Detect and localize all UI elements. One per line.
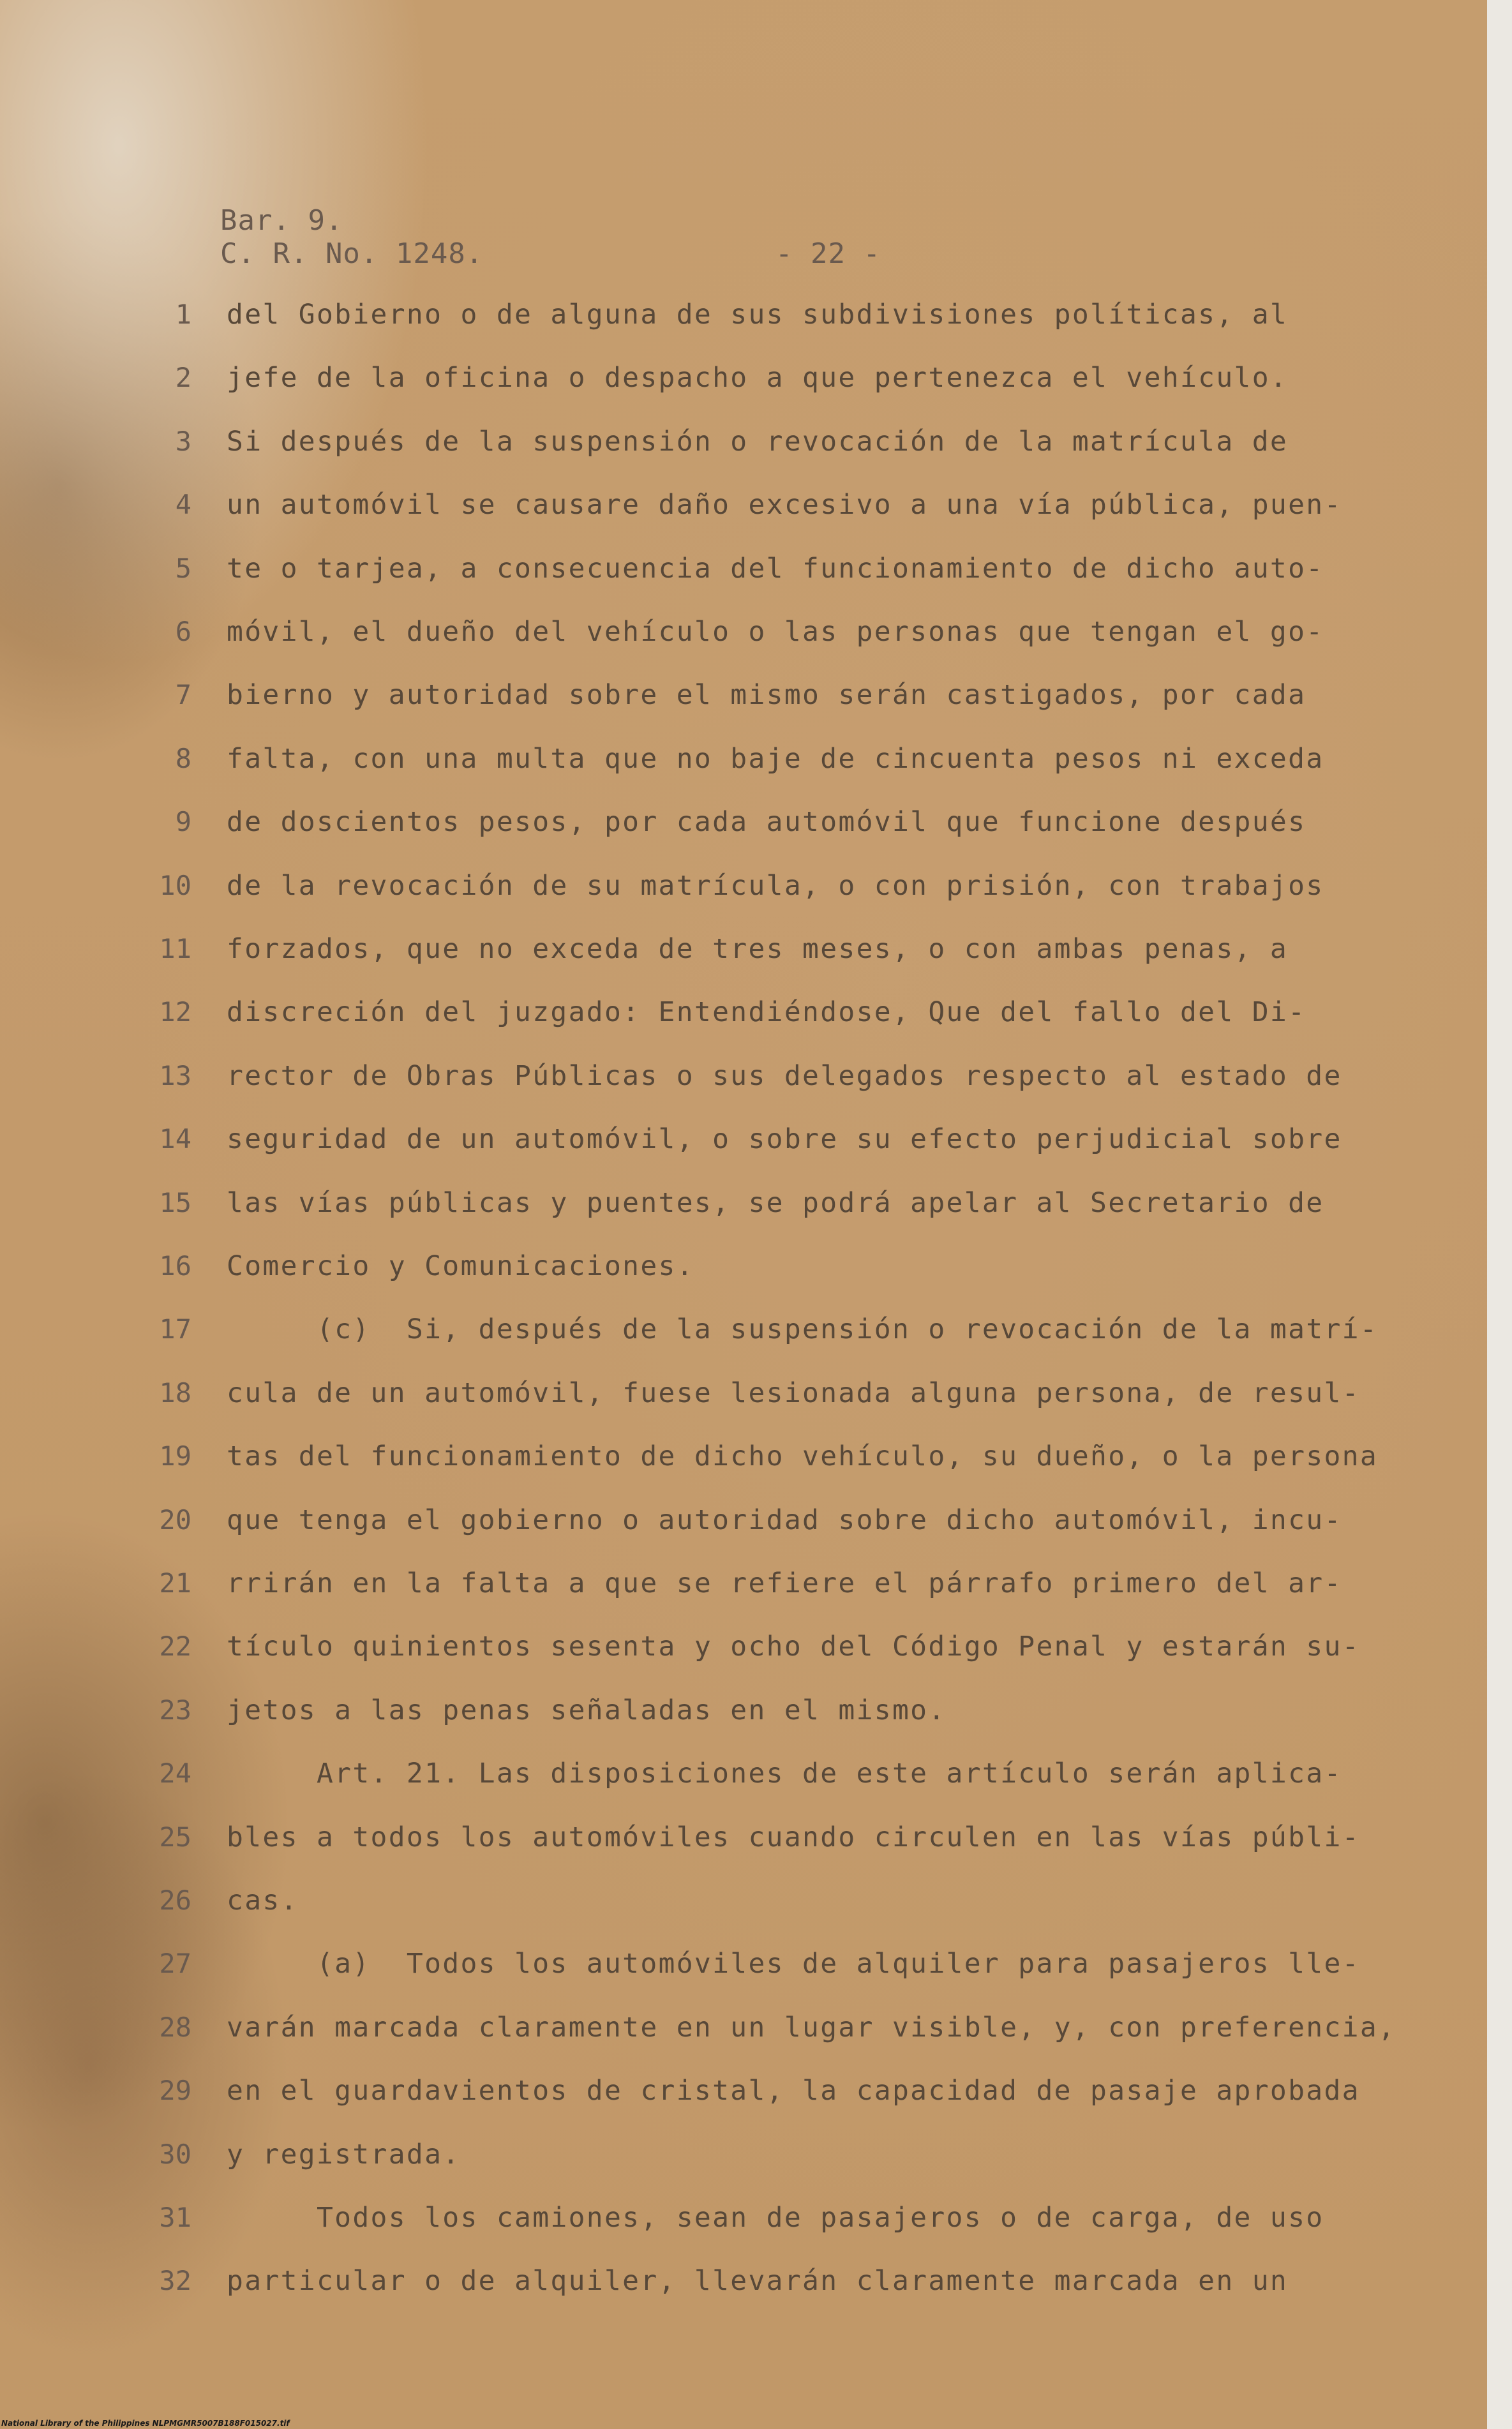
text-line: [0, 2139, 1487, 2177]
line-text: te o tarjea, a consecuencia del funcionamiento de dicho auto-: [227, 552, 1324, 585]
text-line: [0, 2265, 1487, 2303]
text-line: [0, 2075, 1487, 2113]
text-line: [0, 299, 1487, 337]
header-bar-number: Bar. 9.: [220, 204, 343, 237]
line-text: discreción del juzgado: Entendiéndose, Que del fallo del Di-: [227, 996, 1306, 1029]
line-text: tas del funcionamiento de dicho vehículo, su dueño, o la persona: [227, 1440, 1379, 1473]
line-number: 15: [159, 1186, 191, 1218]
text-line: [0, 2012, 1487, 2050]
line-text: forzados, que no exceda de tres meses, o con ambas penas, a: [227, 933, 1289, 965]
line-number: 1: [175, 299, 191, 330]
text-line: [0, 1504, 1487, 1543]
text-line: [0, 870, 1487, 908]
text-line: [0, 996, 1487, 1035]
line-number: 23: [159, 1694, 191, 1726]
text-line: [0, 1187, 1487, 1225]
text-line: [0, 2202, 1487, 2240]
text-line: [0, 1694, 1487, 1733]
scan-margin: [1487, 0, 1512, 2429]
line-number: 21: [159, 1567, 191, 1599]
text-line: [0, 1948, 1487, 1986]
line-text: seguridad de un automóvil, o sobre su efecto perjudicial sobre: [227, 1123, 1342, 1156]
text-line: [0, 1821, 1487, 1860]
line-number: 12: [159, 996, 191, 1028]
text-line: [0, 933, 1487, 971]
text-line: [0, 616, 1487, 654]
line-number: 11: [159, 933, 191, 964]
line-text: jetos a las penas señaladas en el mismo.: [227, 1694, 947, 1726]
line-text: Si después de la suspensión o revocación de la matrícula de: [227, 425, 1289, 458]
line-number: 8: [175, 742, 191, 774]
line-number: 9: [175, 806, 191, 838]
text-line: [0, 1567, 1487, 1606]
text-line: [0, 1123, 1487, 1162]
line-number: 18: [159, 1377, 191, 1409]
line-text: cula de un automóvil, fuese lesionada alguna persona, de resul-: [227, 1377, 1360, 1409]
text-line: [0, 1440, 1487, 1479]
text-line: [0, 1250, 1487, 1289]
line-text: y registrada.: [227, 2138, 461, 2171]
line-number: 24: [159, 1758, 191, 1790]
line-number: 32: [159, 2265, 191, 2297]
line-text: en el guardavientos de cristal, la capacidad de pasaje aprobada: [227, 2075, 1360, 2107]
line-text: de doscientos pesos, por cada automóvil que funcione después: [227, 806, 1306, 839]
line-number: 19: [159, 1440, 191, 1472]
line-text: tículo quinientos sesenta y ocho del Código Penal y estarán su-: [227, 1631, 1360, 1663]
line-text: jefe de la oficina o despacho a que pertenezca el vehículo.: [227, 362, 1289, 394]
line-number: 3: [175, 425, 191, 457]
line-text: varán marcada claramente en un lugar visible, y, con preferencia,: [227, 2011, 1396, 2044]
text-line: [0, 743, 1487, 781]
line-number: 4: [175, 489, 191, 521]
page-number: - 22 -: [775, 237, 881, 270]
line-number: 30: [159, 2138, 191, 2170]
line-number: 2: [175, 362, 191, 394]
line-text: rector de Obras Públicas o sus delegados respecto al estado de: [227, 1059, 1342, 1092]
line-number: 26: [159, 1885, 191, 1916]
text-line: [0, 362, 1487, 400]
text-line: [0, 679, 1487, 717]
text-line: [0, 806, 1487, 844]
line-text: móvil, el dueño del vehículo o las personas que tengan el go-: [227, 616, 1324, 648]
line-number: 7: [175, 679, 191, 711]
text-line: [0, 1758, 1487, 1796]
text-line: [0, 1060, 1487, 1098]
text-line: [0, 1631, 1487, 1669]
text-line: [0, 489, 1487, 527]
line-number: 31: [159, 2202, 191, 2233]
line-number: 25: [159, 1821, 191, 1853]
line-text: de la revocación de su matrícula, o con prisión, con trabajos: [227, 869, 1324, 902]
line-text: del Gobierno o de alguna de sus subdivisiones políticas, al: [227, 299, 1289, 331]
line-text: Comercio y Comunicaciones.: [227, 1250, 694, 1282]
line-text: Art. 21. Las disposiciones de este artículo serán aplica-: [227, 1758, 1342, 1790]
line-number: 13: [159, 1059, 191, 1091]
line-text: (a) Todos los automóviles de alquiler para pasajeros lle-: [227, 1948, 1360, 1980]
line-text: que tenga el gobierno o autoridad sobre dicho automóvil, incu-: [227, 1504, 1342, 1536]
line-text: rrirán en la falta a que se refiere el párrafo primero del ar-: [227, 1567, 1342, 1599]
line-text: un automóvil se causare daño excesivo a una vía pública, puen-: [227, 489, 1342, 521]
text-line: [0, 426, 1487, 464]
line-number: 14: [159, 1123, 191, 1155]
text-line: [0, 1885, 1487, 1923]
line-text: bierno y autoridad sobre el mismo serán castigados, por cada: [227, 679, 1306, 712]
text-line: [0, 1313, 1487, 1352]
line-text: las vías públicas y puentes, se podrá apelar al Secretario de: [227, 1186, 1324, 1219]
line-number: 10: [159, 869, 191, 901]
line-text: particular o de alquiler, llevarán claramente marcada en un: [227, 2265, 1289, 2298]
scan-footer: National Library of the Philippines NLPMGMR5007B188F015027.tif: [1, 2419, 290, 2428]
line-text: (c) Si, después de la suspensión o revocación de la matrí-: [227, 1313, 1379, 1346]
text-line: [0, 553, 1487, 591]
line-text: cas.: [227, 1885, 299, 1917]
line-text: falta, con una multa que no baje de cincuenta pesos ni exceda: [227, 742, 1324, 775]
line-number: 20: [159, 1504, 191, 1536]
line-number: 22: [159, 1631, 191, 1663]
line-number: 6: [175, 616, 191, 647]
line-text: bles a todos los automóviles cuando circulen en las vías públi-: [227, 1821, 1360, 1853]
line-number: 27: [159, 1948, 191, 1980]
line-number: 29: [159, 2075, 191, 2107]
line-number: 28: [159, 2011, 191, 2043]
line-number: 16: [159, 1250, 191, 1282]
line-number: 17: [159, 1313, 191, 1345]
line-text: Todos los camiones, sean de pasajeros o de carga, de uso: [227, 2202, 1324, 2234]
text-line: [0, 1377, 1487, 1416]
header-cr-number: C. R. No. 1248.: [220, 237, 484, 270]
line-number: 5: [175, 552, 191, 584]
